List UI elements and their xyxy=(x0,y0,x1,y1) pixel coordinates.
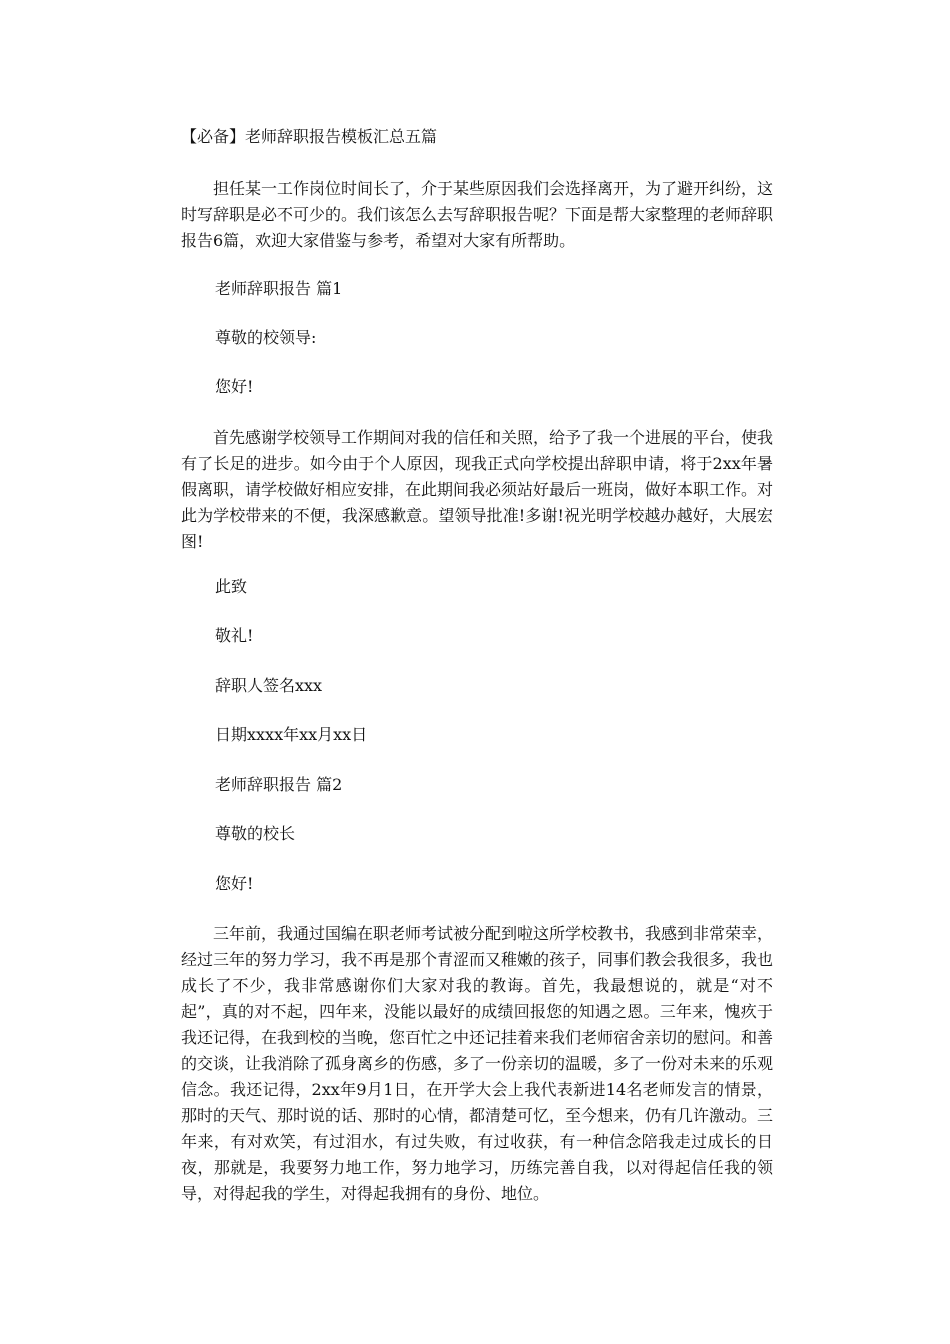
section-1-date: 日期xxxx年xx月xx日 xyxy=(215,725,368,744)
section-1-salutation: 尊敬的校领导: xyxy=(215,328,317,347)
section-1-body: 首先感谢学校领导工作期间对我的信任和关照，给予了我一个进展的平台，使我有了长足的进步。如今由于个人原因，现我正式向学校提出辞职申请，将于2xx年暑假离职，请学校做好相应安排，在此期间我必须站好最后一班岗，做好本职工作。对此为学校带来的不便，我深感歉意。望领导批准!多谢!祝光明学校越办越好，大展宏图! xyxy=(181,428,774,551)
section-1-heading: 老师辞职报告 篇1 xyxy=(215,279,343,298)
intro-paragraph: 担任某一工作岗位时间长了，介于某些原因我们会选择离开，为了避开纠纷，这时写辞职是必不可少的。我们该怎么去写辞职报告呢？下面是帮大家整理的老师辞职报告6篇，欢迎大家借鉴与参考，希望对大家有所帮助。 xyxy=(181,179,774,250)
section-1-salute: 敬礼! xyxy=(215,626,254,645)
section-2-greeting: 您好! xyxy=(215,874,254,893)
section-2-heading: 老师辞职报告 篇2 xyxy=(215,775,343,794)
section-1-closing: 此致 xyxy=(215,577,248,596)
section-1-greeting: 您好! xyxy=(215,377,254,396)
section-2-salutation: 尊敬的校长 xyxy=(215,824,296,843)
section-2-body: 三年前，我通过国编在职老师考试被分配到啦这所学校教书，我感到非常荣幸，经过三年的努力学习，我不再是那个青涩而又稚嫩的孩子，同事们教会我很多，我也成长了不少，我非常感谢你们大家对我的教诲。首先，我最想说的，就是“对不起”，真的对不起，四年来，没能以最好的成绩回报您的知遇之恩。三年来，愧疚于我还记得，在我到校的当晚，您百忙之中还记挂着来我们老师宿舍亲切的慰问。和善的交谈，让我消除了孤身离乡的伤感，多了一份亲切的温暖，多了一份对未来的乐观信念。我还记得，2xx年9月1日，在开学大会上我代表新进14名老师发言的情景，那时的天气、那时说的话、那时的心情，都清楚可忆，至今想来，仍有几许激动。三年来，有对欢笑，有过泪水，有过失败，有过收获，有一种信念陪我走过成长的日夜，那就是，我要努力地工作，努力地学习，历练完善自我，以对得起信任我的领导，对得起我的学生，对得起我拥有的身份、地位。 xyxy=(181,924,774,1203)
document-title: 【必备】老师辞职报告模板汇总五篇 xyxy=(181,127,438,146)
section-1-signature: 辞职人签名xxx xyxy=(215,676,323,695)
